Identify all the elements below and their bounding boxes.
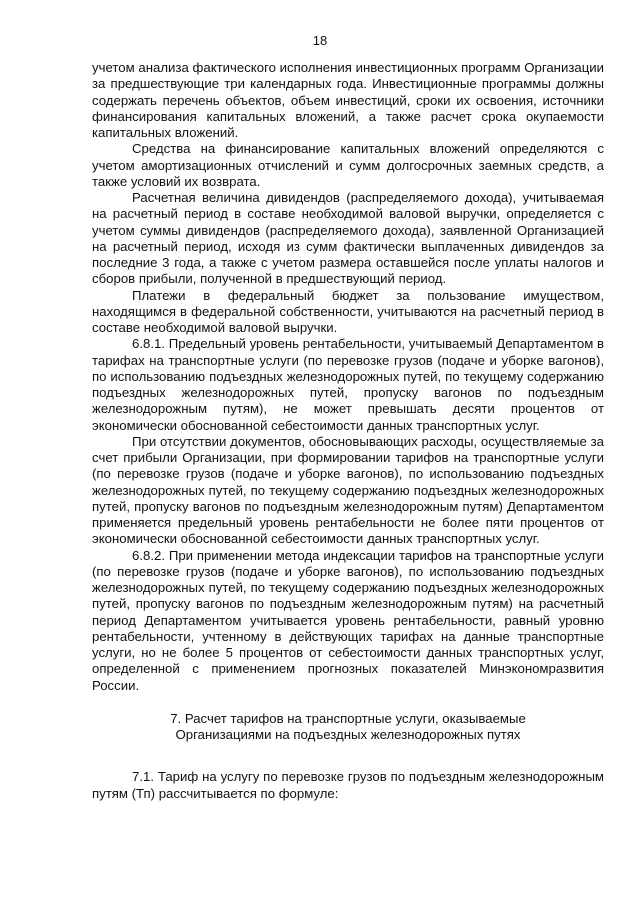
paragraph-capital-financing: Средства на финансирование капитальных вложений определяются с учетом амортизационных отчислений и сумм долгосрочных заемных средств, а также условий их возврата. <box>92 141 604 189</box>
paragraph-investment-programs: учетом анализа фактического исполнения инвестиционных программ Организации за предшествующие три календарных года. Инвестиционные программы должны содержать перечень объектов, объем инвестиций, сроки их освоения, источники финансирования капитальных вложений, а также расчет срока окупаемости капитальных вложений. <box>92 60 604 140</box>
section-heading-line-2: Организациями на подъездных железнодорожных путях <box>175 727 521 742</box>
section-heading-line-1: 7. Расчет тарифов на транспортные услуги, оказываемые <box>170 710 526 726</box>
paragraph-no-documents: При отсутствии документов, обосновывающих расходы, осуществляемые за счет прибыли Организации, при формировании тарифов на транспортные услуги (по перевозке грузов (подаче и уборке вагонов), по использованию подъездных железнодорожных путей, по текущему содержанию подъездных железнодорожных путей, пропуску вагонов по подъездным железнодорожным путям) Департаментом применяется предельный уровень рентабельности не более пяти процентов от экономически обоснованной себестоимости данных транспортных услуг. <box>92 433 604 547</box>
paragraph-dividends: Расчетная величина дивидендов (распределяемого дохода), учитываемая на расчетный период в составе необходимой валовой выручки, определяется с учетом суммы дивидендов (распределяемого дохода), заявленной Организацией на расчетный период, исходя из сумм фактически выплаченных дивидендов за последние 3 года, а также с учетом размера оставшейся после уплаты налогов и сборов прибыли, полученной в предшествующий период. <box>92 190 604 287</box>
paragraph-6-8-2: 6.8.2. При применении метода индексации тарифов на транспортные услуги (по перевозке грузов (подаче и уборке вагонов), по использованию подъездных железнодорожных путей, по текущему содержанию подъездных железнодорожных путей, пропуску вагонов по подъездным железнодорожным путям) на расчетный период Департаментом учитывается уровень рентабельности, равный уровню рентабельности, учтенному в действующих тарифах на данные транспортные услуги, но не более 5 процентов от себестоимости данных транспортных услуг, определенной с применением прогнозных показателей Минэкономразвития России. <box>92 547 604 693</box>
page-number: 18 <box>312 33 328 48</box>
document-body <box>92 60 604 802</box>
paragraph-7-1: 7.1. Тариф на услугу по перевозке грузов по подъездным железнодорожным путям (Тп) рассчитывается по формуле: <box>92 769 604 801</box>
paragraph-federal-payments: Платежи в федеральный бюджет за пользование имуществом, находящимся в федеральной собственности, учитываются на расчетный период в составе необходимой валовой выручки. <box>92 287 604 335</box>
paragraph-6-8-1: 6.8.1. Предельный уровень рентабельности, учитываемый Департаментом в тарифах на транспортные услуги (по перевозке грузов (подаче и уборке вагонов), по использованию подъездных железнодорожных путей, по текущему содержанию подъездных железнодорожных путей, пропуску вагонов по подъездным железнодорожным путям), не может превышать десяти процентов от экономически обоснованной себестоимости данных транспортных услуг. <box>92 336 604 433</box>
section-heading-7 <box>92 711 604 744</box>
